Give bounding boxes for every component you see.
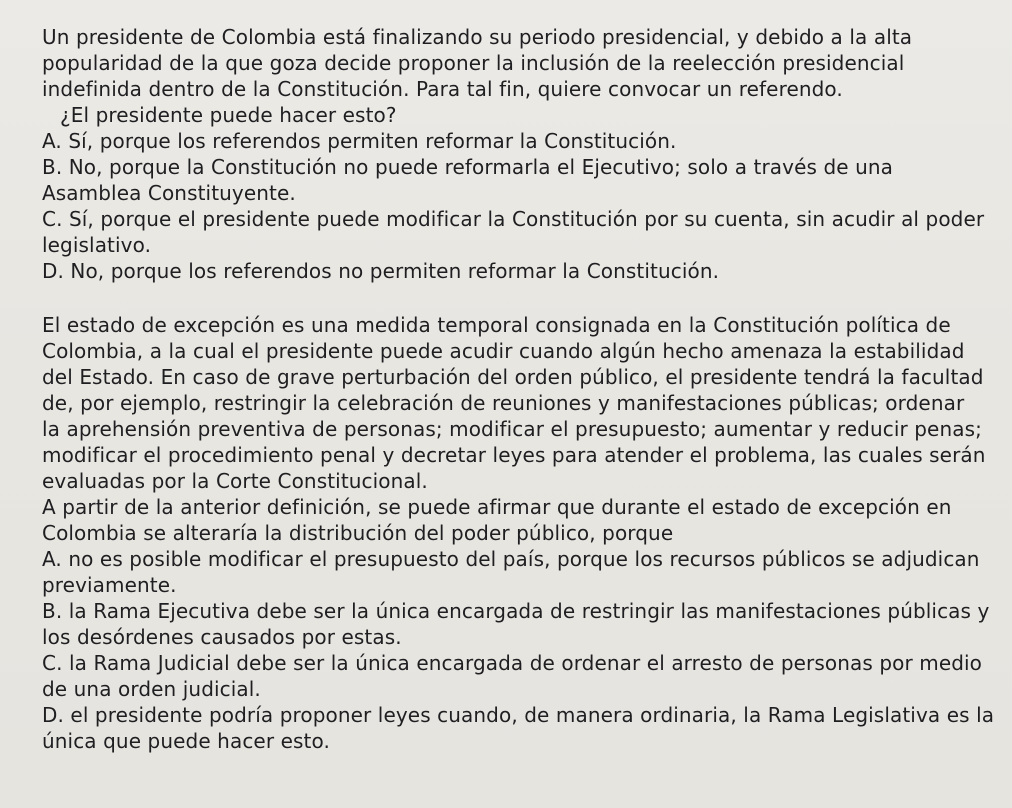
question-1-option-b: B. No, porque la Constitución no puede reformarla el Ejecutivo; solo a través de una — [42, 155, 894, 179]
question-1-stem-line: Un presidente de Colombia está finalizando su periodo presidencial, y debido a la alta — [42, 25, 913, 49]
question-1-stem-line: popularidad de la que goza decide proponer la inclusión de la reelección presidencial — [42, 51, 905, 75]
question-2-context-line: de, por ejemplo, restringir la celebración de reuniones y manifestaciones públicas; ordenar — [42, 391, 965, 415]
question-2-option-d: D. el presidente podría proponer leyes cuando, de manera ordinaria, la Rama Legislativa es la — [42, 703, 995, 727]
question-1-prompt: ¿El presidente puede hacer esto? — [60, 103, 397, 127]
question-1-option-a: A. Sí, porque los referendos permiten reformar la Constitución. — [42, 129, 677, 153]
question-1-option-c-continued: legislativo. — [42, 233, 152, 257]
question-2-context-line: evaluadas por la Corte Constitucional. — [42, 469, 428, 493]
question-1-option-c: C. Sí, porque el presidente puede modificar la Constitución por su cuenta, sin acudir al poder — [42, 207, 985, 231]
question-2-context-line: El estado de excepción es una medida temporal consignada en la Constitución política de — [42, 313, 951, 337]
question-2-context-line: Colombia, a la cual el presidente puede acudir cuando algún hecho amenaza la estabilidad — [42, 339, 965, 363]
question-2-option-d-continued: única que puede hacer esto. — [42, 729, 330, 753]
question-2-option-a: A. no es posible modificar el presupuesto del país, porque los recursos públicos se adjudican — [42, 547, 980, 571]
question-1-option-d: D. No, porque los referendos no permiten reformar la Constitución. — [42, 259, 720, 283]
question-2-context-line: la aprehensión preventiva de personas; modificar el presupuesto; aumentar y reducir penas; — [42, 417, 982, 441]
question-1-stem-line: indefinida dentro de la Constitución. Para tal fin, quiere convocar un referendo. — [42, 77, 843, 101]
question-2-option-b-continued: los desórdenes causados por estas. — [42, 625, 402, 649]
question-2-prompt-line: Colombia se alteraría la distribución del poder público, porque — [42, 521, 674, 545]
question-2-option-b: B. la Rama Ejecutiva debe ser la única encargada de restringir las manifestaciones públicas y — [42, 599, 990, 623]
question-2 — [42, 312, 1012, 754]
question-2-context-line: del Estado. En caso de grave perturbación del orden público, el presidente tendrá la facultad — [42, 365, 984, 389]
question-1-option-b-continued: Asamblea Constituyente. — [42, 181, 296, 205]
question-2-context-line: modificar el procedimiento penal y decretar leyes para atender el problema, las cuales serán — [42, 443, 986, 467]
question-1 — [42, 24, 1012, 284]
question-2-prompt-line: A partir de la anterior definición, se puede afirmar que durante el estado de excepción en — [42, 495, 952, 519]
question-2-option-c: C. la Rama Judicial debe ser la única encargada de ordenar el arresto de personas por medio — [42, 651, 983, 675]
question-2-option-c-continued: de una orden judicial. — [42, 677, 261, 701]
question-2-option-a-continued: previamente. — [42, 573, 177, 597]
